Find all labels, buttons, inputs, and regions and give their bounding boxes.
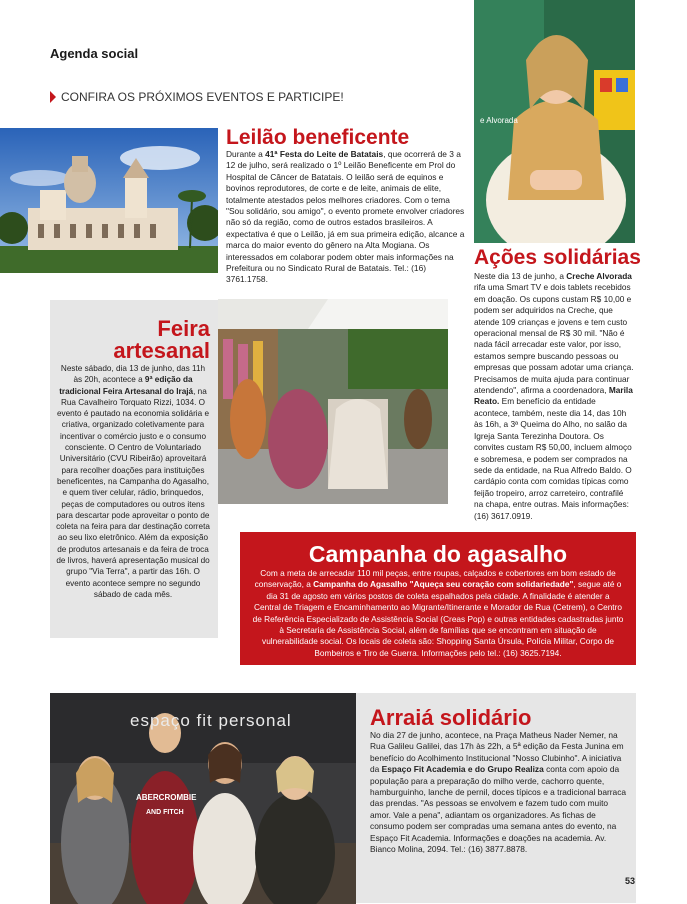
agasalho-text-1: Com a meta de arrecadar 110 mil peças, entre roupas, calçados e cobertores em bom estado de conservação, a: [254, 568, 616, 590]
feira-body: [56, 363, 210, 600]
leilao-text-1: Durante a: [226, 149, 266, 159]
feira-title-2: artesanal: [113, 338, 210, 363]
arraia-photo-wall: espaço fit personal: [130, 711, 292, 730]
feira-photo: [218, 299, 448, 504]
acoes-text-1: Neste dia 13 de junho, a: [474, 271, 567, 281]
arraia-text-1: No dia 27 de junho, acontece, na Praça Matheus Nader Nemer, na Rua Galileu Galilei, das 17h às 22h, a 5ª edição da Festa Junina em benefício do Acolhimento Institucional "Nosso Clubinho". A iniciativa da: [370, 730, 624, 775]
feira-bold-1: 9ª edição da tradicional Feira Artesanal do Irajá: [59, 375, 194, 396]
arrow-right-icon: [50, 91, 56, 103]
arraia-body: [370, 730, 630, 855]
arraia-title: Arraiá solidário: [370, 705, 532, 730]
arraia-photo: [50, 693, 356, 904]
leilao-body: [226, 149, 466, 286]
arraia-photo-shirt: ABERCROMBIE: [136, 793, 197, 802]
agasalho-text-2: , segue até o dia 31 de agosto em vários postos de coleta espalhados pela cidade. A finalidade é atender a Central de Triagem e Encaminhamento ao Migrante/Itinerante e Morador de Rua (Cetrem), o Centro de Referência Especializado de Assistência Social (Creas Pop) e outras entidades cadastradas junto à Secretaria de Assistência Social, além de famílias que se encontram em situação de vulnerabilidade social. Os locais de coleta são: Shopping Santa Úrsula, Polícia Militar, Corpo de Bombeiros e Tiro de Guerra. Informações pelo tel.: (16) 3625.7194.: [252, 579, 624, 658]
arraia-bold-1: Espaço Fit Academia e do Grupo Realiza: [381, 764, 544, 775]
acoes-photo-sign: e Alvorada: [480, 116, 518, 125]
acoes-bold-1: Creche Alvorada: [566, 271, 632, 281]
acoes-text-3: Em benefício da entidade acontece, também, neste dia 14, das 10h às 16h, a 3ª Queima do Alho, no salão da Igreja Santa Terezinha Doutora. Os convites custam R$ 50,00, incluem almoço e sobremesa, e podem ser comprados na sede da entidade, na Rua Alfredo Baldo. O cardápio conta com comidas típicas como feijão tropeiro, arroz carreteiro, contrafilé na chapa, entre outras. Mais informações: (16) 3617.0919.: [474, 396, 632, 521]
invite-line: [50, 90, 344, 104]
page-number: 53: [624, 876, 635, 886]
feira-title-1: Feira: [157, 316, 210, 341]
feira-text-2: , na Rua Cavalheiro Torquato Rizzi, 1034. O evento é pautado na economia solidária e criativa, organizado coletivamente para incentivar o comércio justo e o consumo consciente. O Centro de Voluntariado Universitário (CVU Ribeirão) aproveitará para recolher doações para instituições beneficentes, na Campanha do Agasalho, e quem tiver celular, rádio, brinquedos, peças de computadores ou outros itens para descartar pode aproveitar o ponto de coleta na feira para dar destinação correta ao seu lixo eletrônico. Além da exposição de produtos artesanais e da feira de troca de livros, haverá apresentação musical do grupo "Via Terra", a partir das 16h. O evento acontece sempre no segundo sábado de cada mês.: [56, 386, 210, 599]
leilao-bold-1: 41ª Festa do Leite de Batatais: [265, 149, 384, 159]
leilao-text-2: , que ocorrerá de 3 a 12 de julho, será realizado o 1º Leilão Beneficente em Prol do Hospital de Câncer de Batatais. O leilão será de equinos e bovinos reprodutores, de corte e de leite, animais de elite, totalmente atestados pelos melhores criadores. Com o tema "Sou solidário, sou amigo", o evento promete envolver criadores não só da região, como de outros estados brasileiros. A expectativa é que o Leilão, já em sua primeira edição, alcance a marca do maior evento do gênero na Alta Mogiana. Os interessados em colaborar podem obter mais informações na Prefeitura ou no Sindicato Rural de Batatais. Tel.: (16) 3761.1758.: [226, 149, 465, 285]
acoes-bold-2: Marila Reato.: [474, 385, 633, 407]
invite-text: CONFIRA OS PRÓXIMOS EVENTOS E PARTICIPE!: [61, 90, 344, 104]
leilao-title: Leilão beneficente: [226, 126, 410, 149]
acoes-title: Ações solidárias: [474, 246, 641, 269]
leilao-photo: [0, 128, 218, 273]
agasalho-body: [252, 568, 624, 659]
agasalho-title: Campanha do agasalho: [308, 541, 568, 567]
arraia-photo-shirt-2: AND FITCH: [146, 809, 184, 816]
agasalho-bold-1: Campanha do Agasalho "Aqueça seu coração com solidariedade": [313, 579, 574, 590]
arraia-text-2: conta com apoio da população para a preparação do milho verde, cachorro quente, hamburguinho, lanche de pernil, doces típicos e a tradicional barraca das prendas. "As pessoas se envolvem e fazem tudo com muito amor. Vale a pena", adiantam os organizadores. As fichas de consumo podem ser compradas uma semana antes do evento, na Espaço Fit Academia. Informações e doações na academia. Av. Bianco Molina, 2094. Tel.: (16) 3877.8878.: [370, 764, 627, 855]
acoes-photo: [474, 0, 635, 243]
section-label: Agenda social: [50, 46, 139, 61]
acoes-body: [474, 271, 634, 522]
acoes-text-2: rifa uma Smart TV e dois tablets recebidos em doação. Os cupons custam R$ 10,00 e podem ser adquiridos na Creche, que atende 109 crianças e jovens e tem custo operacional mensal de R$ 30 mil. "Não é nada fácil arrecadar este valor, por isso, estamos sempre buscando pessoas ou empresas que possam adotar uma criança. Precisamos de muita ajuda para continuar atendendo", afirma a coordenadora,: [474, 282, 634, 396]
feira-text-1: Neste sábado, dia 13 de junho, das 11h às 20h, acontece a: [60, 364, 206, 385]
